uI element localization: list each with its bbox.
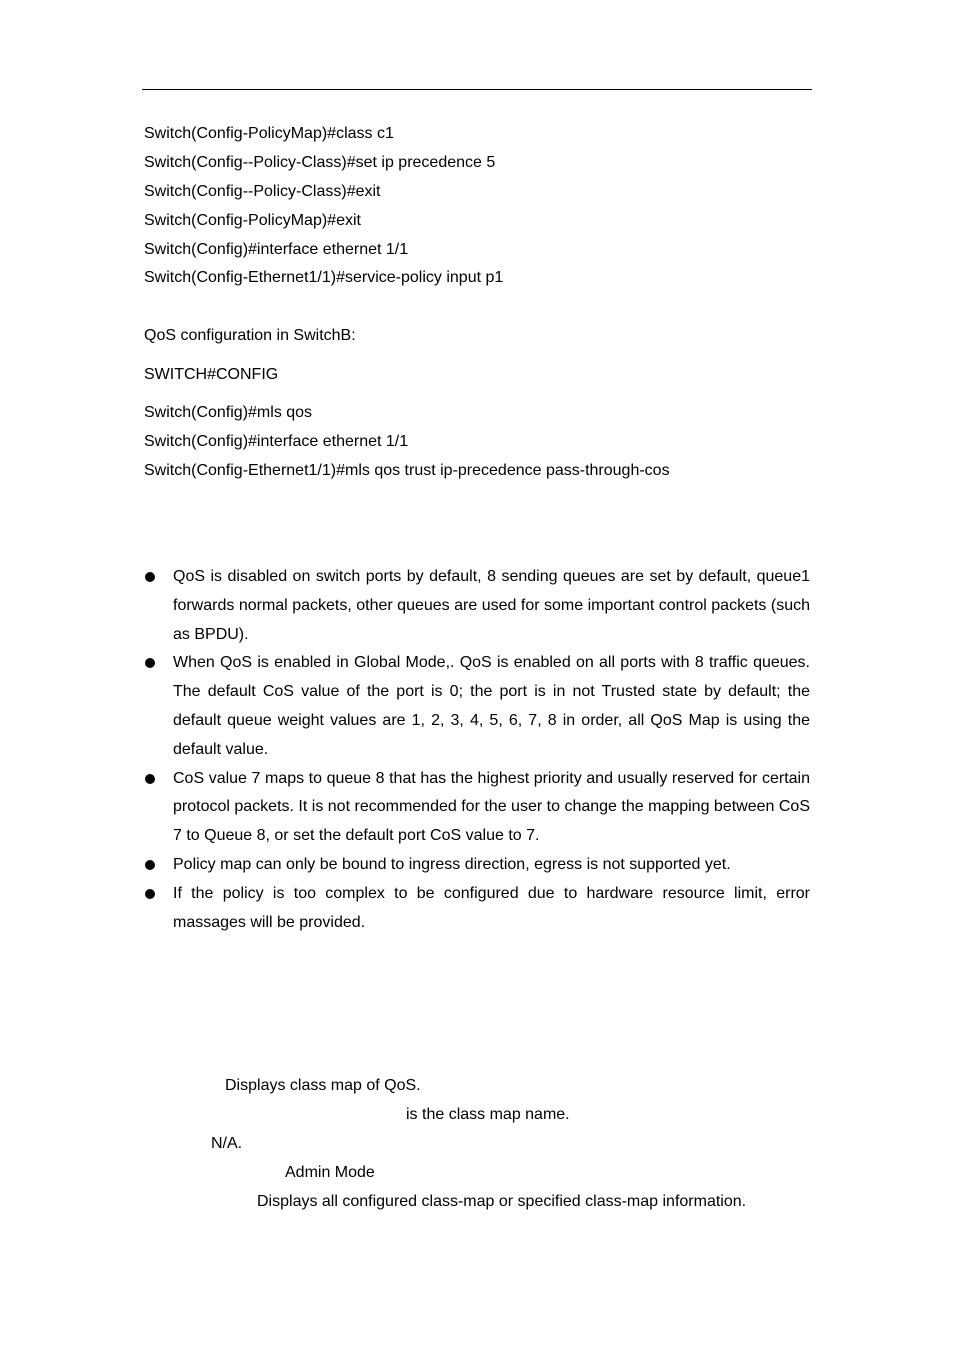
note-text: If the policy is too complex to be configured due to hardware resource limit, error massages will be provided. [173,884,810,931]
command-mode: Admin Mode [285,1164,375,1181]
code-line: Switch(Config)#mls qos [144,404,313,421]
command-parameter: is the class map name. [406,1106,570,1123]
note-text: When QoS is enabled in Global Mode,. QoS is enabled on all ports with 8 traffic queues. The default CoS value of the port is 0; the port is in not Trusted state by default; the default queue weight values are 1, 2, 3, 4, 5, 6, 7, 8 in order, all QoS Map is using the default value. [173,654,810,758]
bullet-dot-icon [145,889,155,899]
bullet-dot-icon [145,860,155,870]
note-text: CoS value 7 maps to queue 8 that has the highest priority and usually reserved for certain protocol packets. It is not recommended for the user to change the mapping between CoS 7 to Queue 8, or set the default port CoS value to 7. [173,769,810,845]
bullet-dot-icon [145,774,155,784]
command-function: Displays class map of QoS. [225,1077,421,1094]
code-line: Switch(Config-PolicyMap)#exit [144,212,361,229]
list-item [144,880,810,938]
switchb-prompt: SWITCH#CONFIG [144,366,279,383]
note-text: Policy map can only be bound to ingress direction, egress is not supported yet. [173,855,731,873]
list-item [144,851,810,880]
list-item [144,765,810,851]
list-item [144,649,810,764]
command-usage: Displays all configured class-map or specified class-map information. [257,1193,747,1210]
bullet-dot-icon [145,658,155,668]
list-item [144,563,810,649]
code-line: Switch(Config--Policy-Class)#exit [144,183,381,200]
code-line: Switch(Config-Ethernet1/1)#service-policy input p1 [144,269,504,286]
code-line: Switch(Config)#interface ethernet 1/1 [144,241,409,258]
header-rule [142,89,812,90]
command-default: N/A. [211,1135,243,1152]
switchb-heading: QoS configuration in SwitchB: [144,327,356,344]
code-line: Switch(Config)#interface ethernet 1/1 [144,433,409,450]
bullet-dot-icon [145,572,155,582]
note-text: QoS is disabled on switch ports by default, 8 sending queues are set by default, queue1 forwards normal packets, other queues are used for some important control packets (such as BPDU). [173,568,810,643]
code-line: Switch(Config-Ethernet1/1)#mls qos trust ip-precedence pass-through-cos [144,462,670,479]
code-line: Switch(Config--Policy-Class)#set ip precedence 5 [144,154,496,171]
notes-list [144,563,810,937]
code-line: Switch(Config-PolicyMap)#class c1 [144,125,394,142]
